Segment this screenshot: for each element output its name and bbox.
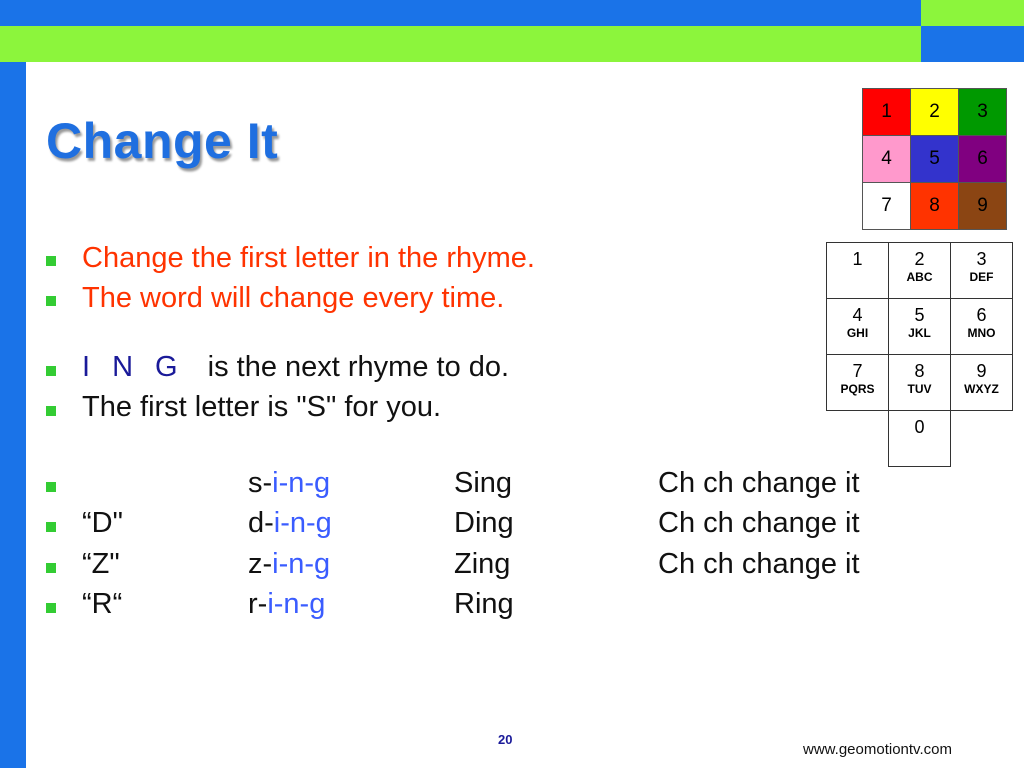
keypad-key [889, 411, 951, 467]
key-number: 1 [852, 249, 863, 269]
left-blue-bar [0, 62, 26, 768]
row-spelling [248, 467, 330, 500]
key-number: 9 [976, 361, 987, 381]
bullet-marker [46, 563, 56, 573]
keypad-key [827, 243, 889, 299]
rhyme-letter: G [155, 351, 178, 383]
rhyme-letter: N [112, 351, 134, 383]
first-letter-line: The first letter is "S" for you. [82, 391, 442, 423]
key-letters: ABC [906, 270, 933, 284]
bullet-marker [46, 482, 56, 492]
key-number: 2 [914, 249, 925, 269]
row-chant: Ch ch change it [658, 507, 860, 539]
corner-blue-block [921, 26, 1024, 62]
keypad-key [827, 355, 889, 411]
key-letters: PQRS [840, 382, 875, 396]
bullet-marker [46, 366, 56, 376]
color-cell: 7 [863, 183, 911, 230]
row-label: “R“ [82, 588, 123, 620]
keypad-key [951, 243, 1013, 299]
key-number: 6 [976, 305, 987, 325]
top-blue-band [0, 0, 1024, 26]
row-word: Zing [454, 548, 511, 580]
row-first-letter: z- [248, 548, 273, 580]
row-word: Sing [454, 467, 513, 499]
row-chant: Ch ch change it [658, 548, 860, 580]
row-ing: i-n-g [272, 548, 331, 580]
key-letters: TUV [907, 382, 932, 396]
bullet-marker [46, 296, 56, 306]
key-number: 4 [852, 305, 863, 325]
row-first-letter: s- [248, 467, 273, 499]
row-label: “Z" [82, 548, 120, 580]
key-letters: DEF [969, 270, 994, 284]
row-first-letter: d- [248, 507, 274, 539]
color-cell: 6 [959, 136, 1007, 183]
rhyme-line-text: is the next rhyme to do. [207, 351, 510, 383]
row-spelling [248, 548, 330, 581]
color-cell: 1 [863, 89, 911, 136]
keypad-empty [827, 411, 889, 467]
key-letters: WXYZ [964, 382, 999, 396]
bullet-marker [46, 256, 56, 266]
top-green-band [0, 26, 921, 62]
color-cell: 5 [911, 136, 959, 183]
key-letters: GHI [846, 326, 869, 340]
keypad-key [889, 299, 951, 355]
color-number-grid [862, 88, 1007, 230]
color-cell: 3 [959, 89, 1007, 136]
slide-title: Change It [46, 113, 279, 169]
row-ing: i-n-g [272, 467, 331, 499]
key-letters: MNO [967, 326, 996, 340]
intro-line-2: The word will change every time. [82, 282, 505, 314]
key-number: 3 [976, 249, 987, 269]
keypad-key [827, 299, 889, 355]
color-cell: 9 [959, 183, 1007, 230]
keypad-key [889, 355, 951, 411]
row-ing: i-n-g [267, 588, 326, 620]
intro-line-1: Change the first letter in the rhyme. [82, 242, 535, 274]
keypad-key [951, 299, 1013, 355]
color-cell: 8 [911, 183, 959, 230]
keypad-key [951, 355, 1013, 411]
row-word: Ring [454, 588, 514, 620]
rhyme-letters [82, 351, 208, 383]
corner-green-block [921, 0, 1024, 26]
phone-keypad [826, 242, 1013, 467]
rhyme-line [82, 351, 509, 384]
row-first-letter: r- [248, 588, 268, 620]
bullet-marker [46, 603, 56, 613]
footer-url: www.geomotiontv.com [803, 741, 952, 758]
page-number: 20 [498, 732, 513, 747]
row-chant: Ch ch change it [658, 467, 860, 499]
row-spelling [248, 588, 325, 621]
key-number: 8 [914, 361, 925, 381]
bullet-marker [46, 522, 56, 532]
keypad-empty [951, 411, 1013, 467]
rhyme-letter: I [82, 351, 91, 383]
color-cell: 2 [911, 89, 959, 136]
row-spelling [248, 507, 332, 540]
row-word: Ding [454, 507, 514, 539]
bullet-marker [46, 406, 56, 416]
row-label: “D" [82, 507, 123, 539]
row-ing: i-n-g [273, 507, 332, 539]
key-number: 0 [914, 417, 925, 437]
key-letters: JKL [908, 326, 931, 340]
color-cell: 4 [863, 136, 911, 183]
key-number: 5 [914, 305, 925, 325]
keypad-key [889, 243, 951, 299]
key-number: 7 [852, 361, 863, 381]
